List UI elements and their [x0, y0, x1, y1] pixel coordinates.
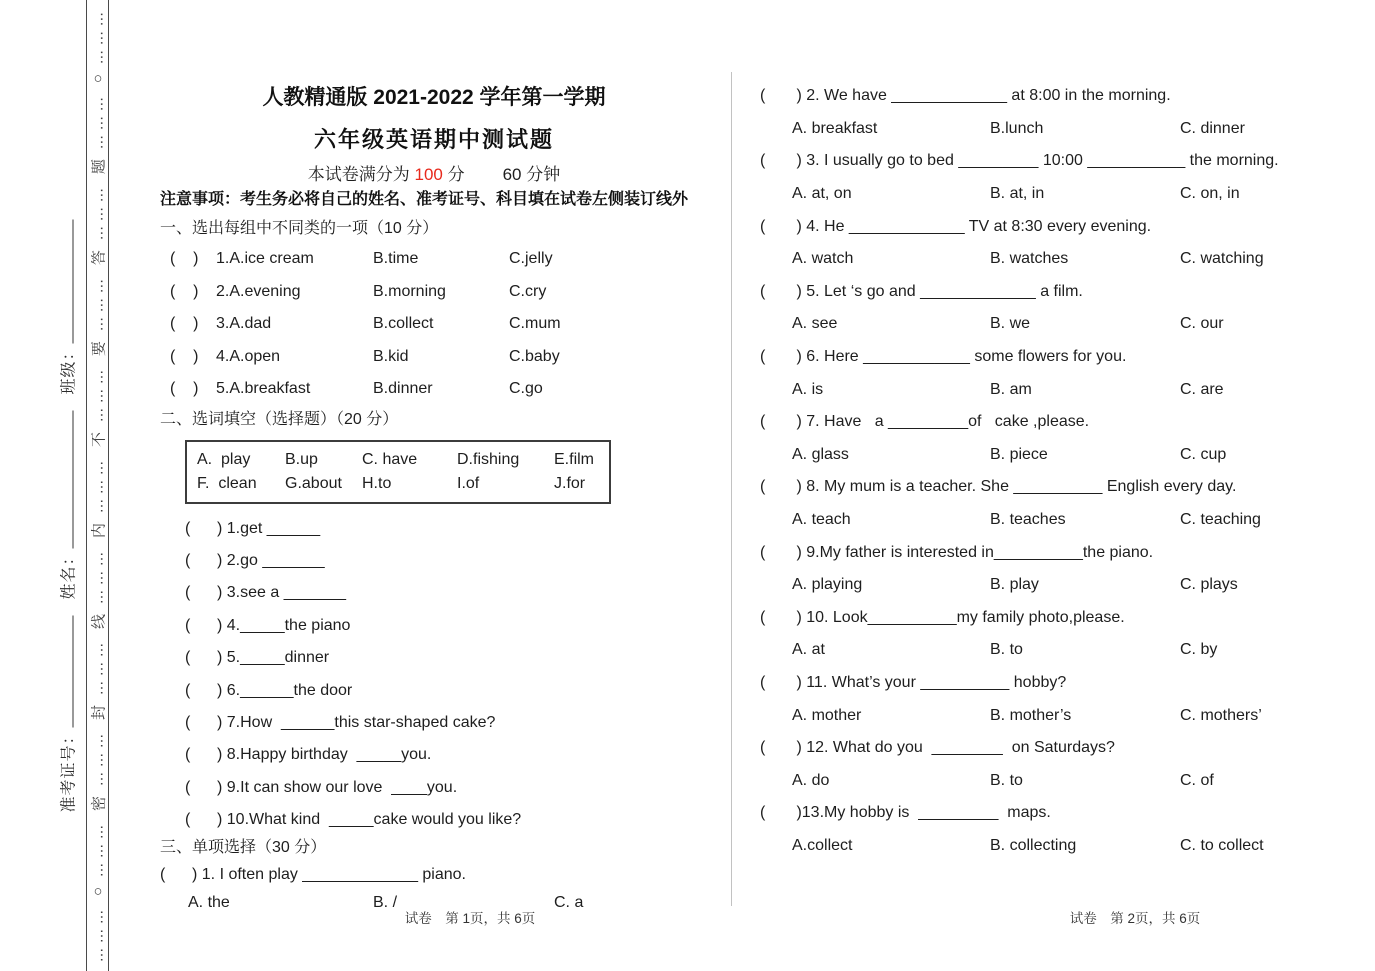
option-b: B. / [373, 894, 398, 912]
option-c: C. by [1180, 641, 1218, 659]
option-c: C.cry [509, 282, 547, 300]
question-options [760, 373, 1272, 406]
option-b: B. am [990, 380, 1032, 398]
question-options [760, 699, 1272, 732]
option-a: A. the [188, 894, 230, 912]
section1-row [160, 308, 708, 341]
seal-char: 内 [90, 523, 107, 539]
student-info-blank [60, 219, 74, 343]
question-options [760, 113, 1272, 146]
section1-rows [160, 243, 708, 406]
option-b: B. at, in [990, 185, 1045, 203]
score-line [160, 165, 708, 185]
answer-bracket: ( ) [170, 347, 199, 365]
option-b: B. collecting [990, 836, 1077, 854]
question-options [760, 504, 1272, 537]
section2-item: ( ) 9.It can show our love ____you. [185, 778, 458, 796]
column-divider [731, 72, 732, 906]
option-a: A. at, on [792, 185, 852, 203]
option-b: B.time [373, 250, 419, 268]
section2-items [160, 513, 708, 837]
seal-dots: ……… [89, 547, 106, 605]
option-c: C. are [1180, 380, 1224, 398]
option-b: B.lunch [990, 119, 1044, 137]
question-options [760, 569, 1272, 602]
page2-footer: 试卷 第 2页，共 6页 [1069, 911, 1201, 926]
page1-column [160, 78, 708, 913]
seal-char: 封 [90, 704, 107, 720]
seal-char: 线 [90, 614, 107, 630]
option-b: B. teaches [990, 511, 1066, 529]
edition-title: 人教精通版 2021-2022 学年第一学期 [262, 86, 606, 109]
question-line: ( ) 10. Look__________my family photo,please. [760, 608, 1125, 626]
student-info-label: 准考证号： [60, 727, 77, 813]
option-a: A.collect [792, 836, 853, 854]
student-info-blank [60, 615, 74, 727]
question-line: ( ) 3. I usually go to bed _________ 10:00 ___________ the morning. [760, 152, 1279, 170]
seal-dots: ……… [89, 274, 106, 332]
word-bank-row [197, 448, 609, 472]
option-c: C. mothers’ [1180, 706, 1262, 724]
option-b: B.collect [373, 315, 434, 333]
option-b: B. watches [990, 250, 1069, 268]
option-b: B. piece [990, 445, 1048, 463]
notice-line: 注意事项：考生务必将自己的姓名、准考证号、科目填在试卷左侧装订线外 [160, 191, 689, 208]
section2-item: ( ) 10.What kind _____cake would you like? [185, 811, 522, 829]
seal-char: 题 [90, 159, 107, 175]
option-c: C.mum [509, 315, 561, 333]
word-bank-row [197, 472, 609, 496]
seal-dots: ……… [89, 183, 106, 241]
student-info-label: 姓名： [60, 548, 77, 600]
word-bank-cell: B.up [285, 450, 318, 468]
question-options [760, 634, 1272, 667]
option-c: C. to collect [1180, 836, 1264, 854]
option-b: B. mother’s [990, 706, 1072, 724]
seal-char: 密 [90, 795, 107, 811]
option-b: B. to [990, 641, 1023, 659]
seal-dots: ……… [89, 92, 106, 150]
section2-item: ( ) 7.How ______this star-shaped cake? [185, 714, 496, 732]
option-c: C. our [1180, 315, 1224, 333]
option-b: B. play [990, 576, 1039, 594]
seal-char: ○ [89, 886, 106, 897]
section2-heading: 二、选词填空（选择题）（20 分） [160, 410, 399, 428]
seal-line-strip [85, 0, 111, 971]
answer-bracket: ( ) [170, 315, 199, 333]
section2-item: ( ) 5._____dinner [185, 649, 330, 667]
option-a: A. see [792, 315, 838, 333]
question-line: ( ) 7. Have a _________of cake ,please. [760, 413, 1090, 431]
section2-item: ( ) 1.get ______ [185, 519, 321, 537]
section1-row [160, 373, 708, 406]
option-c: C. plays [1180, 576, 1238, 594]
paper-title: 六年级英语期中测试题 [313, 127, 554, 152]
option-c: C. of [1180, 771, 1214, 789]
section1-heading: 一、选出每组中不同类的一项（10 分） [160, 220, 439, 237]
option-b: B. to [990, 771, 1023, 789]
option-a: 5.A.breakfast [216, 380, 311, 398]
option-a: A. playing [792, 576, 863, 594]
option-c: C. a [554, 894, 584, 912]
option-a: A. glass [792, 445, 849, 463]
option-a: A. mother [792, 706, 862, 724]
option-a: A. breakfast [792, 119, 878, 137]
student-info-label: 班级： [60, 343, 77, 395]
section1-row [160, 276, 708, 309]
duration: 60 分钟 [502, 165, 561, 184]
question-line: ( ) 2. We have _____________ at 8:00 in the morning. [760, 87, 1171, 105]
question-line: ( ) 1. I often play _____________ piano. [160, 866, 466, 884]
question-options [760, 830, 1272, 863]
word-bank-cell: H.to [362, 474, 392, 492]
seal-dots: ……… [89, 729, 106, 787]
word-bank-cell: D.fishing [457, 450, 520, 468]
section1-row [160, 243, 708, 276]
question-line: ( ) 9.My father is interested in__________the piano. [760, 543, 1154, 561]
seal-dots: ……… [89, 365, 106, 423]
answer-bracket: ( ) [170, 250, 199, 268]
question-line: ( ) 12. What do you ________ on Saturdays? [760, 739, 1115, 757]
option-a: A. watch [792, 250, 854, 268]
section1-row [160, 341, 708, 374]
question-line: ( )13.My hobby is _________ maps. [760, 804, 1051, 822]
answer-bracket: ( ) [170, 380, 199, 398]
word-bank-cell: G.about [285, 474, 342, 492]
word-bank-cell: C. have [362, 450, 418, 468]
page2-column [760, 80, 1279, 862]
option-c: C.go [509, 380, 543, 398]
question-options [760, 764, 1272, 797]
question-line: ( ) 5. Let ‘s go and _____________ a film. [760, 282, 1083, 300]
option-a: 4.A.open [216, 347, 281, 365]
student-info-labels-strip [54, 0, 80, 971]
option-a: 1.A.ice cream [216, 250, 314, 268]
option-b: B. we [990, 315, 1031, 333]
seal-dots: ……… [89, 456, 106, 514]
section3-heading: 三、单项选择（30 分） [160, 839, 327, 857]
option-c: C.baby [509, 347, 560, 365]
question-options [760, 439, 1272, 472]
section2-item: ( ) 8.Happy birthday _____you. [185, 746, 432, 764]
word-bank-cell: F. clean [197, 474, 257, 492]
option-a: A. teach [792, 511, 851, 529]
section2-item: ( ) 3.see a _______ [185, 584, 346, 602]
word-bank-box [185, 440, 611, 504]
question-line: ( ) 4. He _____________ TV at 8:30 every evening. [760, 217, 1152, 235]
option-c: C. on, in [1180, 185, 1240, 203]
score-value: 100 [414, 165, 443, 184]
option-b: B.morning [373, 282, 446, 300]
seal-char: 不 [90, 432, 107, 448]
student-info-blank [60, 410, 74, 548]
seal-dots: ……… [89, 7, 106, 65]
question-line: ( ) 8. My mum is a teacher. She __________ English every day. [760, 478, 1237, 496]
answer-bracket: ( ) [170, 282, 199, 300]
question-line: ( ) 6. Here ____________ some flowers for you. [760, 348, 1127, 366]
section2-item: ( ) 4._____the piano [185, 616, 351, 634]
seal-dots: ……… [89, 638, 106, 696]
score-prefix: 本试卷满分为 [307, 165, 415, 184]
score-unit: 分 [442, 165, 465, 184]
seal-dots: ……… [89, 820, 106, 878]
question-options [760, 308, 1272, 341]
option-a: A. at [792, 641, 825, 659]
seal-char: ○ [89, 74, 106, 84]
section2-item: ( ) 2.go _______ [185, 552, 325, 570]
option-c: C.jelly [509, 250, 553, 268]
question-options [760, 178, 1272, 211]
option-c: C. dinner [1180, 119, 1245, 137]
seal-char: 答 [90, 250, 107, 266]
option-a: 3.A.dad [216, 315, 272, 333]
word-bank-cell: J.for [554, 474, 586, 492]
page1-footer: 试卷 第 1页，共 6页 [404, 911, 536, 926]
seal-dots: ……… [89, 905, 106, 963]
word-bank-cell: I.of [457, 474, 480, 492]
seal-char: 要 [90, 341, 107, 357]
option-b: B.kid [373, 347, 409, 365]
option-c: C. teaching [1180, 511, 1261, 529]
question-line: ( ) 11. What’s your __________ hobby? [760, 673, 1067, 691]
option-c: C. watching [1180, 250, 1264, 268]
option-a: A. do [792, 771, 830, 789]
option-a: 2.A.evening [216, 282, 301, 300]
option-a: A. is [792, 380, 824, 398]
section2-item: ( ) 6.______the door [185, 681, 353, 699]
word-bank-cell: A. play [197, 450, 251, 468]
option-b: B.dinner [373, 380, 433, 398]
option-c: C. cup [1180, 445, 1227, 463]
question-options [760, 243, 1272, 276]
word-bank-cell: E.film [554, 450, 594, 468]
